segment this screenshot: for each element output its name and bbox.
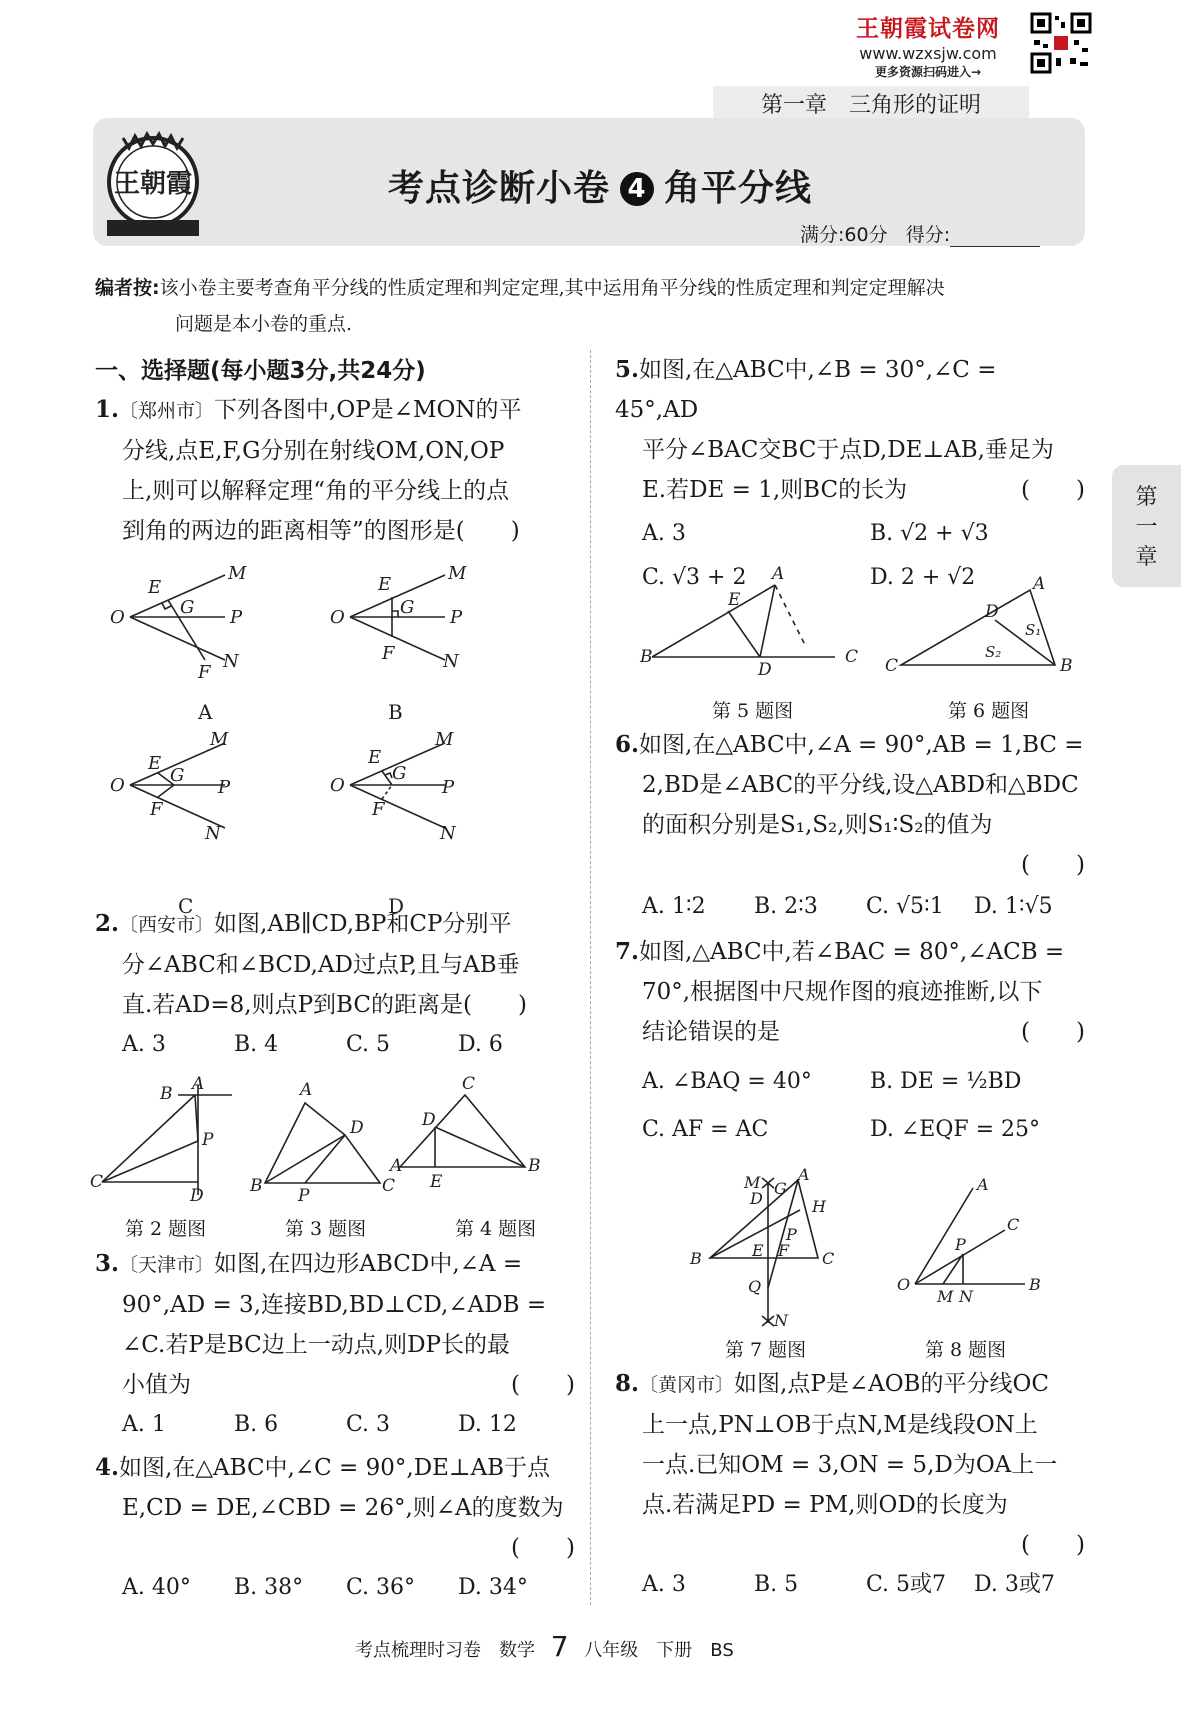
q-text: 到角的两边的距离相等”的图形是( ) (122, 518, 520, 544)
svg-text:D: D (422, 1110, 436, 1130)
caption-q2: 第 2 题图 (125, 1218, 207, 1240)
section-heading: 一、选择题(每小题3分,共24分) (95, 358, 426, 384)
q-source: 〔天津市〕 (119, 1254, 215, 1276)
q-text: 如图,△ABC中,若∠BAC = 80°,∠ACB = (639, 939, 1065, 965)
svg-text:P: P (202, 1130, 214, 1150)
q-text: 如图,在四边形ABCD中,∠A = (214, 1251, 523, 1277)
option-d[interactable]: D. 1∶√5 (974, 894, 1053, 919)
q6-options (615, 887, 1085, 927)
figure-b (330, 563, 467, 724)
svg-text:G: G (180, 597, 195, 618)
svg-text:P: P (230, 607, 243, 628)
q-text: 如图,AB∥CD,BP和CP分别平 (214, 911, 512, 937)
svg-text:E: E (728, 590, 741, 610)
question-5 (615, 350, 1085, 598)
figure-q2 (90, 1074, 232, 1206)
question-3 (95, 1244, 575, 1445)
q3-options (95, 1405, 575, 1445)
question-1 (95, 390, 575, 551)
svg-text:A: A (772, 564, 785, 584)
answer-blank[interactable]: ( ) (1021, 1532, 1085, 1558)
figure-q3 (249, 1080, 395, 1206)
q-number: 1. (95, 396, 120, 423)
svg-text:B: B (1060, 656, 1073, 676)
svg-text:S₂: S₂ (985, 643, 1002, 661)
svg-text:M: M (210, 729, 229, 750)
svg-text:N: N (223, 651, 239, 672)
q-source: 〔西安市〕 (119, 914, 215, 936)
q-text: 上,则可以解释定理“角的平分线上的点 (122, 478, 510, 504)
svg-text:E: E (148, 753, 162, 774)
q-text: E,CD = DE,∠CBD = 26°,则∠A的度数为 (122, 1495, 564, 1521)
svg-text:D: D (758, 660, 772, 680)
brand-slogan: 更多资源扫码进入→ (874, 65, 982, 79)
svg-text:C: C (845, 647, 859, 667)
q-text: 上一点,PN⊥OB于点N,M是线段ON上 (642, 1412, 1038, 1438)
option-b[interactable]: B. 2∶3 (754, 894, 818, 919)
page-footer (355, 1630, 734, 1663)
title-main: 角平分线 (664, 168, 813, 209)
svg-text:E: E (378, 574, 392, 595)
q-text: 如图,在△ABC中,∠A = 90°,AB = 1,BC = (639, 732, 1084, 758)
page-title (300, 160, 900, 211)
svg-text:A: A (198, 700, 213, 724)
q-number: 5. (615, 356, 640, 383)
q7-options-row1 (615, 1062, 1085, 1102)
q7-options-row2 (615, 1110, 1085, 1150)
q-number: 8. (615, 1370, 640, 1397)
q-text: 平分∠BAC交BC于点D,DE⊥AB,垂足为 (642, 437, 1054, 463)
chapter-tab: 第一章 三角形的证明 (713, 86, 1029, 126)
score-line (800, 220, 1040, 247)
footer-right: 八年级 下册 BS (584, 1640, 734, 1661)
caption-q8: 第 8 题图 (925, 1339, 1007, 1361)
svg-text:E: E (368, 747, 382, 768)
q-text: 如图,在△ABC中,∠C = 90°,DE⊥AB于点 (119, 1455, 551, 1481)
q-text: 分∠ABC和∠BCD,AD过点P,且与AB垂 (122, 952, 520, 978)
svg-text:B: B (160, 1084, 173, 1104)
svg-text:王朝霞: 王朝霞 (113, 169, 193, 199)
svg-text:E: E (430, 1172, 443, 1192)
footer-left: 考点梳理时习卷 数学 (355, 1640, 535, 1661)
q-source: 〔黄冈市〕 (639, 1374, 735, 1396)
q-source: 〔郑州市〕 (119, 400, 215, 422)
question-6 (615, 725, 1085, 927)
side-chapter-tab (1112, 465, 1181, 587)
option-a[interactable]: A. 3 (122, 1032, 166, 1057)
svg-text:C: C (382, 1176, 396, 1196)
q-number: 2. (95, 910, 120, 937)
question-8 (615, 1364, 1085, 1605)
q-text: 小值为 (122, 1372, 191, 1398)
svg-text:B: B (250, 1176, 263, 1196)
svg-text:G: G (170, 765, 185, 786)
q-text: 如图,点P是∠AOB的平分线OC (734, 1371, 1049, 1397)
svg-text:P: P (442, 777, 455, 798)
figure-q8 (897, 1175, 1041, 1306)
svg-text:N: N (205, 823, 221, 844)
svg-text:O: O (330, 775, 345, 796)
svg-text:D: D (985, 602, 999, 622)
q-text: 一点.已知OM = 3,ON = 5,D为OA上一 (642, 1452, 1058, 1478)
svg-text:O: O (897, 1275, 911, 1294)
svg-text:P: P (218, 777, 231, 798)
svg-text:B: B (640, 647, 653, 667)
q-text: 90°,AD = 3,连接BD,BD⊥CD,∠ADB = (122, 1292, 547, 1318)
svg-text:M: M (435, 729, 454, 750)
full-score: 满分:60分 (800, 224, 888, 246)
option-c[interactable]: C. 5 (346, 1032, 391, 1057)
option-c[interactable]: C. 5或7 (866, 1572, 947, 1597)
svg-text:H: H (812, 1197, 826, 1216)
option-c[interactable]: C. √5∶1 (866, 894, 944, 919)
option-c[interactable]: C. 3 (346, 1412, 391, 1437)
q-number: 6. (615, 731, 640, 758)
svg-text:P: P (955, 1235, 966, 1254)
svg-text:P: P (298, 1186, 310, 1206)
q-text: 结论错误的是 (642, 1019, 780, 1045)
q-text: 分线,点E,F,G分别在射线OM,ON,OP (122, 438, 505, 464)
question-7 (615, 932, 1085, 1150)
option-b[interactable]: B. 5 (754, 1572, 799, 1597)
option-d[interactable]: D. ∠EQF = 25° (870, 1117, 1041, 1142)
svg-text:O: O (330, 607, 345, 628)
svg-text:F: F (198, 662, 211, 683)
svg-text:G: G (774, 1179, 787, 1198)
brand-block (856, 10, 1000, 80)
editor-text: 该小卷主要考查角平分线的性质定理和判定定理,其中运用角平分线的性质定理和判定定理解决 (159, 277, 945, 299)
caption-q4: 第 4 题图 (455, 1218, 537, 1240)
q-text: 点.若满足PD = PM,则OD的长度为 (642, 1492, 1008, 1518)
q1-figures (110, 555, 570, 918)
side-tab-char: 章 (1135, 545, 1158, 570)
q-number: 4. (95, 1454, 120, 1481)
option-b[interactable]: B. 4 (234, 1032, 279, 1057)
svg-text:S₁: S₁ (1025, 621, 1042, 639)
option-d[interactable]: D. 6 (458, 1032, 503, 1057)
answer-blank[interactable]: ( ) (1021, 477, 1085, 503)
option-a[interactable]: A. 40° (122, 1575, 191, 1600)
page-number: 7 (550, 1630, 569, 1663)
q4-options (95, 1568, 575, 1608)
figure-d (330, 729, 457, 918)
svg-text:C: C (462, 1074, 476, 1094)
figure-c (110, 729, 231, 918)
svg-text:N: N (440, 823, 456, 844)
option-a[interactable]: A. 1 (122, 1412, 166, 1437)
title-number: 4 (620, 172, 654, 206)
svg-text:M: M (228, 563, 247, 584)
svg-text:D: D (190, 1186, 204, 1206)
figure-q6 (885, 574, 1073, 676)
svg-text:B: B (528, 1156, 541, 1176)
q-text: ∠C.若P是BC边上一动点,则DP长的最 (122, 1332, 510, 1358)
q-text: E.若DE = 1,则BC的长为 (642, 477, 908, 503)
svg-text:C: C (885, 656, 899, 676)
publisher-logo-icon (103, 126, 203, 242)
option-c[interactable]: C. √3 + 2 (642, 565, 747, 590)
svg-text:M: M (448, 563, 467, 584)
question-4 (95, 1448, 575, 1608)
svg-text:P: P (786, 1225, 797, 1244)
brand-url[interactable]: www.wzxsjw.com (859, 44, 997, 63)
option-a[interactable]: A. ∠BAQ = 40° (642, 1069, 812, 1094)
side-tab-char: 第 (1135, 485, 1158, 510)
svg-text:O: O (110, 607, 125, 628)
title-prefix: 考点诊断小卷 (387, 168, 610, 209)
caption-q6: 第 6 题图 (948, 700, 1030, 722)
answer-blank[interactable]: ( ) (1021, 852, 1085, 878)
svg-text:A: A (390, 1156, 403, 1176)
score-blank[interactable] (950, 224, 1040, 247)
option-d[interactable]: D. 34° (458, 1575, 528, 1600)
svg-text:G: G (392, 763, 407, 784)
svg-text:P: P (450, 607, 463, 628)
svg-text:M: M (937, 1287, 954, 1306)
side-tab-char: 一 (1135, 515, 1158, 540)
svg-text:B: B (1029, 1275, 1041, 1294)
brand-name: 王朝霞试卷网 (856, 16, 1000, 42)
editor-note (95, 270, 1085, 342)
svg-text:E: E (148, 577, 162, 598)
svg-text:D: D (750, 1189, 763, 1208)
option-d[interactable]: D. 12 (458, 1412, 517, 1437)
svg-text:C: C (822, 1249, 835, 1268)
question-2 (95, 904, 575, 1065)
svg-text:C: C (90, 1172, 104, 1192)
svg-text:A: A (1033, 574, 1046, 594)
svg-text:A: A (300, 1080, 313, 1100)
svg-text:N: N (959, 1287, 973, 1306)
q-text: 下列各图中,OP是∠MON的平 (214, 397, 522, 423)
q2-options (95, 1025, 575, 1065)
option-c[interactable]: C. AF = AC (642, 1117, 769, 1142)
option-a[interactable]: A. 3 (642, 521, 686, 546)
caption-q5: 第 5 题图 (712, 700, 794, 722)
svg-text:B: B (388, 700, 403, 724)
option-a[interactable]: A. 1∶2 (642, 894, 706, 919)
q-text: 直.若AD=8,则点P到BC的距离是( ) (122, 992, 527, 1018)
svg-text:B: B (690, 1249, 702, 1268)
svg-text:A: A (192, 1074, 205, 1094)
svg-text:N: N (774, 1311, 788, 1330)
qr-code-icon[interactable] (1030, 12, 1092, 74)
q-number: 3. (95, 1250, 120, 1277)
q-text: 2,BD是∠ABC的平分线,设△ABD和△BDC (642, 772, 1079, 798)
q5-q6-figures (640, 564, 1090, 680)
option-d[interactable]: D. 2 + √2 (870, 565, 976, 590)
svg-text:F: F (778, 1241, 790, 1260)
option-a[interactable]: A. 3 (642, 1572, 686, 1597)
option-b[interactable]: B. 6 (234, 1412, 279, 1437)
svg-text:A: A (977, 1175, 989, 1194)
caption-q7: 第 7 题图 (725, 1339, 807, 1361)
answer-blank[interactable]: ( ) (511, 1372, 575, 1398)
figure-a (110, 563, 247, 724)
q-text: 如图,在△ABC中,∠B = 30°,∠C = 45°,AD (615, 357, 997, 423)
answer-blank[interactable]: ( ) (1021, 1019, 1085, 1045)
svg-text:F: F (382, 643, 395, 664)
svg-text:F: F (150, 799, 163, 820)
answer-blank[interactable]: ( ) (511, 1535, 575, 1561)
svg-text:N: N (443, 651, 459, 672)
option-d[interactable]: D. 3或7 (974, 1572, 1055, 1597)
svg-text:C: C (178, 894, 194, 918)
score-label: 得分: (905, 224, 951, 246)
editor-text-2: 问题是本小卷的重点. (175, 313, 353, 335)
q2-q4-figures (90, 1075, 590, 1205)
svg-text:C: C (1007, 1215, 1020, 1234)
figure-q4 (388, 1074, 541, 1192)
svg-text:O: O (110, 775, 125, 796)
figure-q5 (639, 564, 858, 680)
q5-options-row1 (615, 514, 1085, 554)
svg-text:A: A (798, 1165, 810, 1184)
q-text: 70°,根据图中尺规作图的痕迹推断,以下 (642, 979, 1043, 1005)
svg-text:D: D (388, 894, 405, 918)
q7-q8-figures (690, 1165, 1090, 1330)
svg-text:G: G (400, 597, 415, 618)
editor-key: 编者按: (95, 277, 160, 299)
q8-options (615, 1565, 1085, 1605)
option-c[interactable]: C. 36° (346, 1575, 416, 1600)
column-divider (590, 350, 591, 1605)
svg-text:D: D (350, 1118, 364, 1138)
q-number: 7. (615, 938, 640, 965)
option-b[interactable]: B. 38° (234, 1575, 304, 1600)
svg-text:E: E (752, 1241, 764, 1260)
caption-q3: 第 3 题图 (285, 1218, 367, 1240)
option-b[interactable]: B. DE = ½BD (870, 1069, 1022, 1094)
q-text: 的面积分别是S₁,S₂,则S₁∶S₂的值为 (642, 812, 993, 838)
svg-text:Q: Q (748, 1277, 762, 1296)
option-b[interactable]: B. √2 + √3 (870, 521, 989, 546)
figure-q7 (689, 1165, 834, 1330)
svg-text:F: F (372, 799, 385, 820)
svg-text:M: M (744, 1173, 761, 1192)
